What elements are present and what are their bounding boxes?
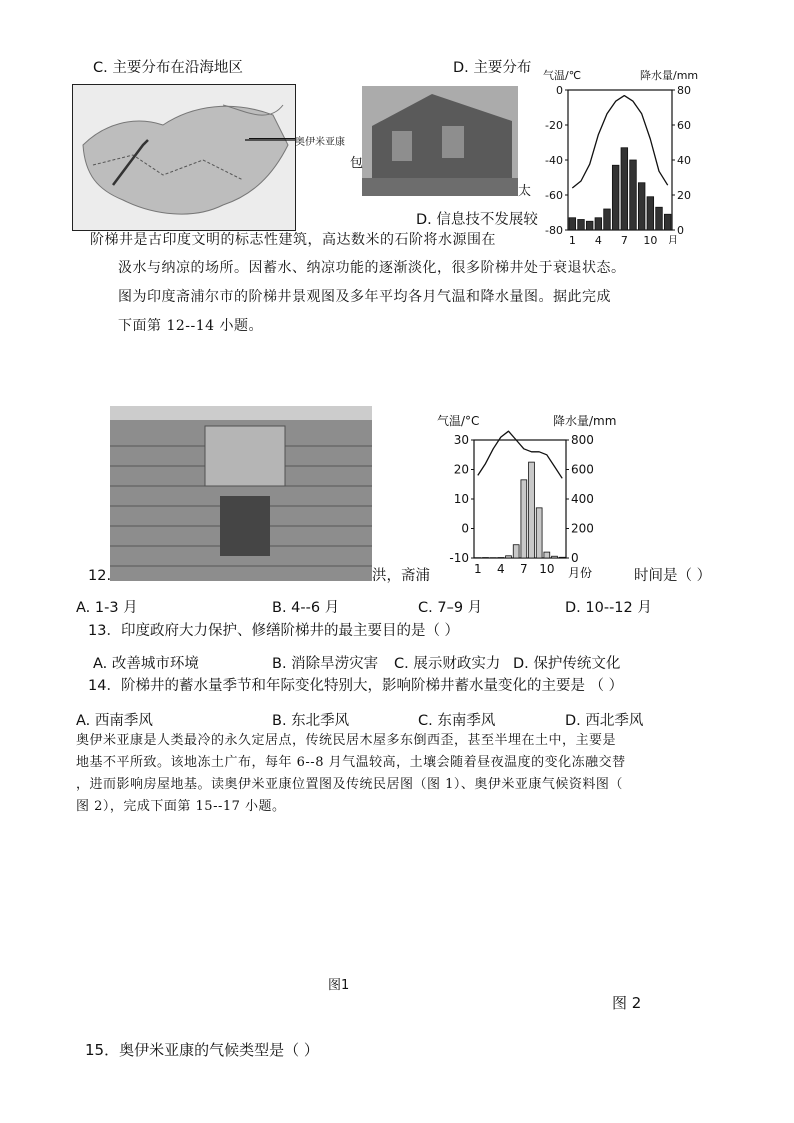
chart2-precip-label: 降水量/mm bbox=[553, 414, 617, 428]
stepwell-photo bbox=[110, 406, 372, 581]
fragment-a: 包 bbox=[350, 156, 364, 171]
right-tick-label: 600 bbox=[571, 462, 594, 477]
left-tick-label: 20 bbox=[453, 462, 469, 477]
precip-bar bbox=[513, 545, 519, 558]
option-c-text: C. 主要分布在沿海地区 bbox=[93, 60, 243, 76]
precip-bar bbox=[630, 160, 637, 230]
left-tick-label: -10 bbox=[449, 551, 469, 565]
chart1-precip-label: 降水量/mm bbox=[640, 69, 699, 82]
precip-bar bbox=[621, 148, 628, 230]
passage1-line2: 汲水与纳凉的场所。因蓄水、纳凉功能的逐渐淡化，很多阶梯井处于衰退状态。 bbox=[118, 260, 626, 276]
right-tick-label: 40 bbox=[677, 154, 691, 167]
left-tick-label: -80 bbox=[545, 224, 563, 237]
precip-bar bbox=[544, 552, 550, 558]
precip-bar bbox=[506, 556, 512, 558]
temperature-line bbox=[478, 431, 562, 478]
q12-fragment: 洪，斋浦 bbox=[372, 568, 430, 584]
q12-option-d: D. 10--12 月 bbox=[565, 600, 652, 616]
right-tick-label: 0 bbox=[571, 551, 579, 565]
right-tick-label: 60 bbox=[677, 119, 691, 132]
x-tick-label: 4 bbox=[594, 234, 602, 244]
q13-option-c: C. 展示财政实力 bbox=[394, 656, 501, 672]
precip-bar bbox=[664, 214, 671, 230]
left-tick-label: 0 bbox=[461, 521, 469, 536]
right-tick-label: 20 bbox=[677, 189, 691, 202]
option-d2-text: D. 信息技不发展较 bbox=[416, 212, 538, 228]
map-pointer-line bbox=[249, 138, 295, 139]
fragment-b: 太 bbox=[518, 184, 532, 199]
left-tick-label: -40 bbox=[545, 154, 563, 167]
q12-tail: 时间是（ ） bbox=[634, 568, 712, 584]
q14-option-c: C. 东南季风 bbox=[418, 713, 496, 729]
climate-chart-jaipur bbox=[440, 428, 620, 593]
passage2-line2: 地基不平所致。该地冻土广布，每年 6--8 月气温较高，土壤会随着昼夜温度的变化冻融交替 bbox=[76, 755, 626, 770]
x-axis-unit-label: 月份 bbox=[567, 566, 593, 580]
plot-frame bbox=[474, 440, 566, 558]
q12-number: 12. bbox=[88, 568, 112, 584]
precip-bar bbox=[586, 221, 593, 230]
q12-option-b: B. 4--6 月 bbox=[272, 600, 340, 616]
q12-option-a: A. 1-3 月 bbox=[76, 600, 138, 616]
q14-stem: 14．阶梯井的蓄水量季节和年际变化特别大，影响阶梯井蓄水量变化的主要是 （ ） bbox=[88, 678, 624, 694]
x-tick-label: 1 bbox=[474, 562, 482, 576]
x-tick-label: 1 bbox=[568, 234, 576, 244]
passage1-line3: 图为印度斋浦尔市的阶梯井景观图及多年平均各月气温和降水量图。据此完成 bbox=[118, 289, 611, 305]
option-d-text: D. 主要分布 bbox=[453, 60, 532, 76]
passage1-line1: 阶梯井是古印度文明的标志性建筑，高达数米的石阶将水源围在 bbox=[90, 232, 496, 248]
precip-bar bbox=[604, 209, 611, 230]
x-tick-label: 10 bbox=[539, 562, 555, 576]
left-tick-label: 0 bbox=[556, 84, 563, 97]
temperature-line bbox=[572, 96, 667, 188]
left-tick-label: 30 bbox=[453, 433, 469, 447]
climate-chart-oymyakon bbox=[540, 84, 700, 244]
chart1-temp-label: 气温/℃ bbox=[543, 69, 582, 82]
precip-bar bbox=[521, 480, 527, 558]
precip-bar bbox=[569, 218, 576, 230]
precip-bar bbox=[638, 183, 645, 230]
x-tick-label: 7 bbox=[520, 562, 528, 576]
chart2-temp-label: 气温/°C bbox=[437, 414, 480, 428]
q12-option-c: C. 7–9 月 bbox=[418, 600, 483, 616]
left-tick-label: -60 bbox=[545, 189, 563, 202]
q13-option-d: D. 保护传统文化 bbox=[513, 656, 621, 672]
left-tick-label: -20 bbox=[545, 119, 563, 132]
q15-stem: 15．奥伊米亚康的气候类型是（ ） bbox=[85, 1041, 319, 1059]
left-tick-label: 10 bbox=[453, 492, 469, 506]
russia-map-image bbox=[72, 84, 296, 231]
x-tick-label: 10 bbox=[643, 234, 658, 244]
precip-bar bbox=[595, 218, 602, 230]
precip-bar bbox=[559, 557, 565, 558]
passage2-line1: 奥伊米亚康是人类最冷的永久定居点，传统民居木屋多东倒西歪，甚至半埋在土中，主要是 bbox=[76, 733, 617, 748]
right-tick-label: 80 bbox=[677, 84, 691, 97]
x-tick-label: 月 bbox=[667, 234, 679, 244]
q14-option-a: A. 西南季风 bbox=[76, 713, 153, 729]
x-tick-label: 7 bbox=[620, 234, 628, 244]
right-tick-label: 0 bbox=[677, 224, 684, 237]
traditional-house-photo bbox=[362, 86, 518, 196]
q13-option-a: A. 改善城市环境 bbox=[93, 656, 199, 672]
oymyakon-map-label: 奥伊米亚康 bbox=[295, 137, 345, 148]
figure-2-label: 图 2 bbox=[612, 994, 642, 1012]
precip-bar bbox=[536, 508, 542, 558]
precip-bar bbox=[656, 207, 663, 230]
q13-option-b: B. 消除旱涝灾害 bbox=[272, 656, 379, 672]
q14-option-d: D. 西北季风 bbox=[565, 713, 644, 729]
precip-bar bbox=[578, 220, 585, 231]
passage2-line4: 图 2），完成下面第 15--17 小题。 bbox=[76, 799, 286, 814]
right-tick-label: 800 bbox=[571, 433, 594, 447]
figure-1-label: 图1 bbox=[328, 978, 350, 993]
right-tick-label: 400 bbox=[571, 492, 594, 506]
right-tick-label: 200 bbox=[571, 521, 594, 536]
precip-bar bbox=[647, 197, 654, 230]
q14-option-b: B. 东北季风 bbox=[272, 713, 350, 729]
x-tick-label: 4 bbox=[497, 562, 505, 576]
precip-bar bbox=[612, 165, 619, 230]
precip-bar bbox=[552, 556, 558, 558]
q13-stem: 13．印度政府大力保护、修缮阶梯井的最主要目的是（ ） bbox=[88, 623, 460, 639]
passage1-line4: 下面第 12--14 小题。 bbox=[118, 318, 263, 334]
passage2-line3: ，进而影响房屋地基。读奥伊米亚康位置图及传统民居图（图 1）、奥伊米亚康气候资料图（ bbox=[76, 777, 623, 792]
precip-bar bbox=[529, 462, 535, 558]
